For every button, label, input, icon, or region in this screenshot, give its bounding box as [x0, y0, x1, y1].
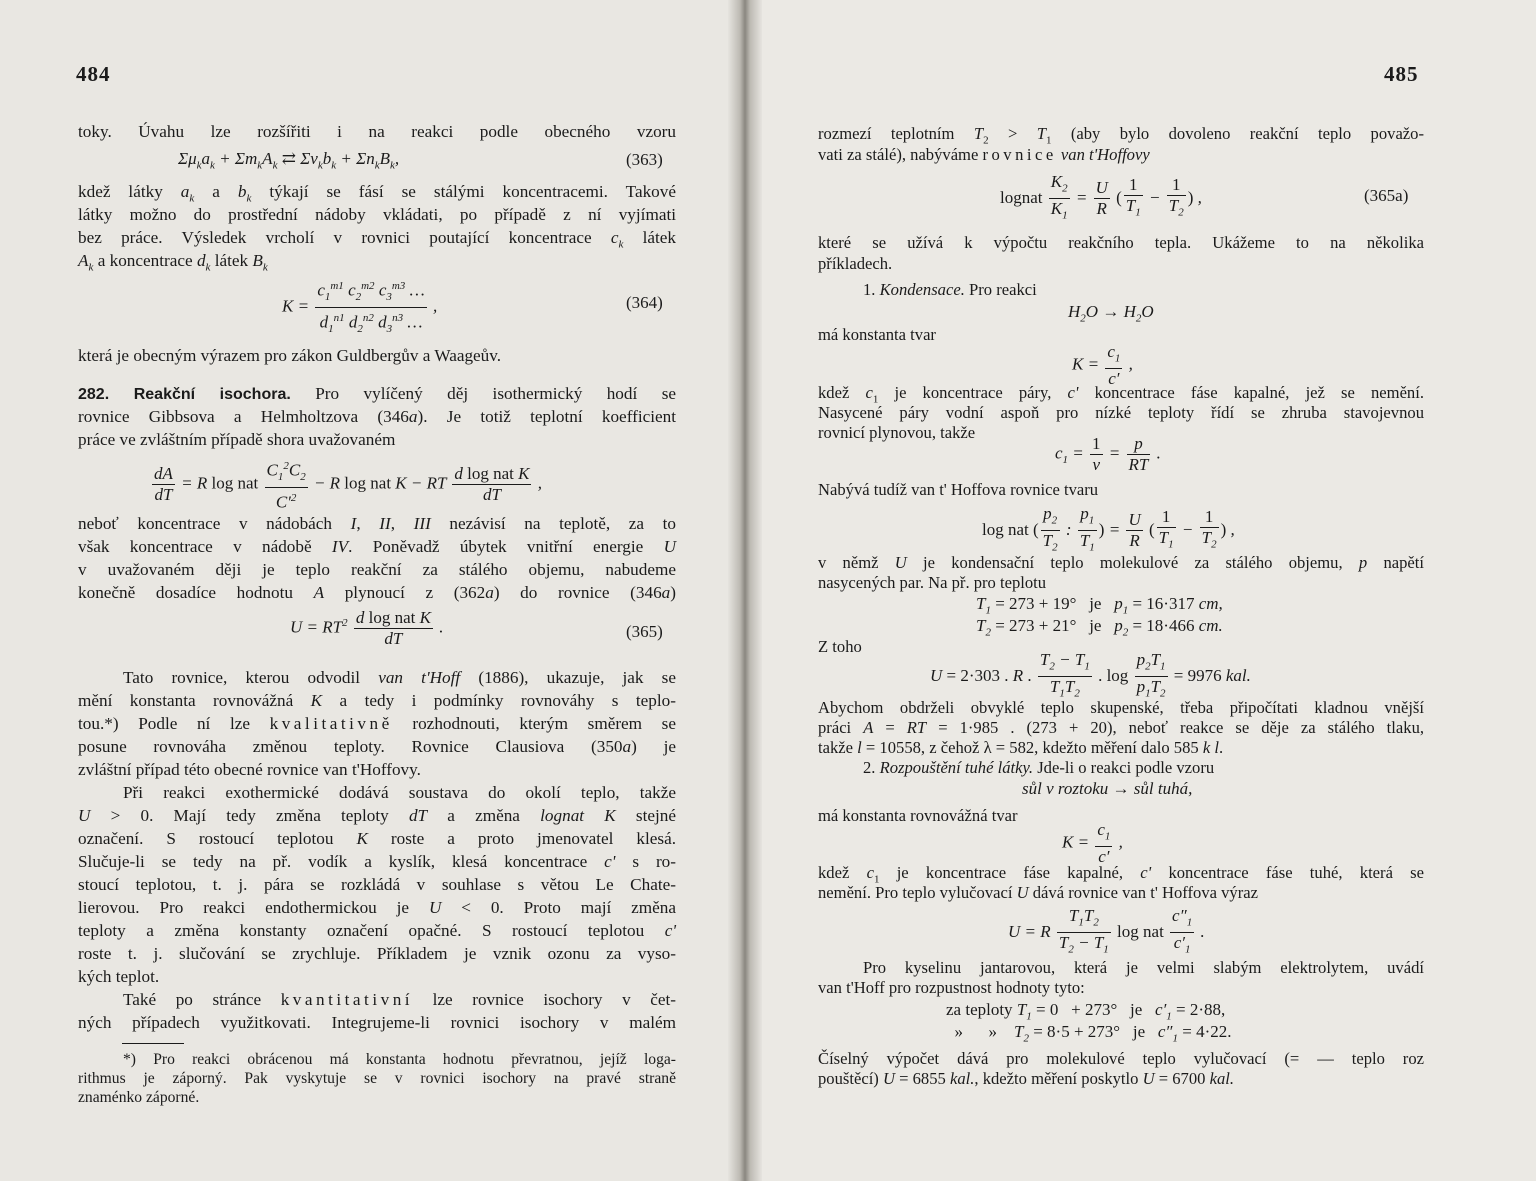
text-line: které se užívá k výpočtu reakčního tepla. Ukážeme to na několika: [818, 233, 1424, 252]
text-line: teploty a změna konstanty označení opačné. S rostoucí teplotou c': [78, 921, 676, 940]
text-line: rozmezí teplotním $T_2 > T_1$ (aby bylo dovoleno reakční teplo považo-: [818, 124, 1424, 147]
footnote-rule: [122, 1043, 184, 1044]
text-line: konečně dosadíce hodnotu A plynoucí z (362a) do rovnice (346a): [78, 583, 676, 602]
text-line: Při reakci exothermické dodává soustava do okolí teplo, takže: [123, 783, 676, 802]
book-gutter: [728, 0, 762, 1181]
left-page-number: 484: [76, 62, 111, 86]
text-line: Číselný výpočet dává pro molekulové teplo vylučovací (= — teplo roz: [818, 1049, 1424, 1068]
equation-u-condensation: U = 2·303 . R . $\frac{T_2 - T_1}{T_1T_2}$ . log $\frac{p_2T_1}{p_1T_2}$ = 9976 kal.: [930, 650, 1251, 704]
equation-t2: $T_2 = 273 + 21^\circ$ je $p_2 = 18\cdot 466$ cm.: [976, 616, 1223, 639]
text-line: kdež látky $a_k$ a $b_k$ týkají se fásí se stálými koncentracemi. Takové: [78, 182, 676, 205]
text-line: Tato rovnice, kterou odvodil van t'Hoff (1886), ukazuje, jak se: [123, 668, 676, 687]
text-line: Abychom obdrželi obvyklé teplo skupenské, třeba připočítati kladnou vnější: [818, 698, 1424, 717]
equation-condensation: $H_2O \to H_2O$: [1068, 302, 1154, 325]
text-line: roste t. j. slučování se zrychluje. Příkladem je vznik ozonu za vyso-: [78, 944, 676, 963]
text-line: kdež $c_1$ je koncentrace fáse kapalné, c' koncentrace fáse tuhé, která se: [818, 863, 1425, 886]
text-line: van t'Hoff pro rozpustnost hodnoty tyto:: [818, 978, 1085, 997]
text-line: kdež $c_1$ je koncentrace páry, c' koncentrace fáse kapalné, jež se nemění.: [818, 383, 1424, 406]
text-line: tou.*) Podle ní lze kvalitativně rozhodnouti, kterým směrem se: [78, 714, 676, 733]
text-line: Nasycené páry vodní aspoň pro nízké teploty řídí se zhruba stavojevnou: [818, 403, 1424, 422]
text-line: posune rovnováha změnou teploty. Rovnice Clausiova (350a) je: [78, 737, 676, 756]
text-line: Nabývá tudíž van t' Hoffova rovnice tvaru: [818, 480, 1099, 499]
text-line: označení. S rostoucí teplotou K roste a proto jmenovatel klesá.: [78, 829, 676, 848]
text-line: zvláštní případ této obecné rovnice van t'Hoffovy.: [78, 760, 421, 779]
equation-temp-1: za teploty $T_1 = 0 + 273^\circ$ je $c'_1 = 2\cdot 88$,: [946, 1000, 1226, 1023]
text-line: rovnicí plynovou, takže: [818, 423, 976, 442]
text-line: má konstanta rovnovážná tvar: [818, 806, 1018, 825]
text-line: příkladech.: [818, 254, 893, 273]
equation-isochora-work: $\frac{dA}{dT}$ = R log nat $\frac{C_1^2C_2}{C'^2}$ − R log nat K − RT $\frac{\text{d log nat K}}{dT}$ ,: [154, 460, 542, 512]
equation-k-dissolution: K = $\frac{c_1}{c'}$ ,: [1062, 820, 1123, 867]
footnote-line: *) Pro reakci obrácenou má konstanta hodnotu převratnou, jejíž loga-: [123, 1051, 676, 1068]
equation-365a: lognat $\frac{K_2}{K_1}$ = $\frac{U}{R}$ ( $\frac{1}{T_1}$ − $\frac{1}{T_2}$ ) ,: [1000, 172, 1202, 226]
text-line: takže l = 10558, z čehož λ = 582, kdežto měření dalo 585 k l.: [818, 738, 1224, 757]
equation-number: (365a): [1364, 186, 1409, 205]
equation-c1: $c_1$ = $\frac{1}{v}$ = $\frac{p}{RT}$ .: [1055, 434, 1161, 474]
text-line: 1. Kondensace. Pro reakci: [863, 280, 1037, 299]
text-line: práce ve zvláštním případě shora uvažovaném: [78, 430, 396, 449]
text-line: v němž U je kondensační teplo molekulové za stálého objemu, p napětí: [818, 553, 1424, 572]
equation-365: $U = RT^2$ $\frac{\text{d log nat K}}{dT}$ .: [290, 608, 444, 648]
text-line: která je obecným výrazem pro zákon Guldbergův a Waageův.: [78, 346, 502, 365]
equation-dissolution: sůl v roztoku → sůl tuhá,: [1022, 779, 1193, 798]
text-line: Slučuje-li se tedy na př. vodík a kyslík, klesá koncentrace c' s ro-: [78, 852, 676, 871]
equation-number: (365): [626, 622, 663, 641]
text-line: Také po stránce kvantitativní lze rovnice isochory v čet-: [123, 990, 676, 1009]
text-line: však koncentrace v nádobě IV. Poněvadž úbytek vnitřní energie U: [78, 537, 676, 556]
equation-number: (364): [626, 293, 663, 312]
equation-t1: $T_1 = 273 + 19^\circ$ je $p_1 = 16\cdot 317$ cm,: [976, 594, 1223, 617]
text-line: Pro kyselinu jantarovou, která je velmi slabým elektrolytem, uvádí: [863, 958, 1424, 977]
equation-k-condensation: K = $\frac{c_1}{c'}$ ,: [1072, 342, 1133, 389]
equation-temp-2: » » $T_2 = 8\cdot 5 + 273^\circ$ je $c''_1 = 4\cdot 22$.: [946, 1022, 1232, 1045]
text-line: U > 0. Mají tedy změna teploty dT a změna lognat K stejné: [78, 806, 676, 825]
text-line: Z toho: [818, 637, 862, 656]
text-line: 2. Rozpouštění tuhé látky. Jde-li o reakci podle vzoru: [863, 758, 1215, 777]
equation-u-dissolution: U = R $\frac{T_1T_2}{T_2 - T_1}$ log nat $\frac{c''_1}{c'_1}$ .: [1008, 906, 1205, 960]
text-line: toky. Úvahu lze rozšířiti i na reakci podle obecného vzoru: [78, 122, 676, 141]
text-line: rovnice Gibbsova a Helmholtzova (346a). Je totiž teplotní koefficient: [78, 407, 677, 426]
text-line: ných případech využitkovati. Integrujeme-li rovnici isochory v malém: [78, 1013, 676, 1032]
text-line: neboť koncentrace v nádobách I, II, III nezávisí na teplotě, za to: [78, 514, 677, 533]
footnote-line: rithmus je záporný. Pak vyskytuje se v rovnici isochory na pravé straně: [78, 1070, 676, 1087]
equation-364: K = $\frac{c_1^{m1} c_2^{m2} c_3^{m3} \dots}{d_1^{n1} d_2^{n2} d_3^{n3} \dots}$ ,: [282, 276, 437, 339]
equation-363: $\Sigma\mu_ka_k + \Sigma m_kA_k$ ⇄ $\Sigma\nu_kb_k + \Sigma n_kB_k$,: [178, 149, 400, 172]
text-line: práci A = RT = 1·985 . (273 + 20), neboť reakce se děje za stálého tlaku,: [818, 718, 1425, 737]
footnote-line: znaménko záporné.: [78, 1089, 200, 1106]
equation-number: (363): [626, 150, 663, 169]
text-line: $A_k$ a koncentrace $d_k$ látek $B_k$: [78, 251, 268, 274]
text-line: bez práce. Výsledek vrcholí v rovnici poutající koncentrace $c_k$ látek: [78, 228, 676, 251]
text-line: lierovou. Pro reakci endothermickou je U < 0. Proto mají změna: [78, 898, 676, 917]
section-heading-282: 282. Reakční isochora. Pro vylíčený děj isothermický hodí se: [78, 384, 677, 403]
text-line: vati za stálé), nabýváme rovnice van t'Hoffovy: [818, 145, 1150, 164]
equation-vant-hoff-pressure: log nat ( $\frac{p_2}{T_2}$ : $\frac{p_1}{T_1}$ ) = $\frac{U}{R}$ ( $\frac{1}{T_1}$ − $\frac{1}{T_2}$ ) ,: [982, 504, 1235, 558]
text-line: kých teplot.: [78, 967, 160, 986]
right-page-number: 485: [1384, 62, 1419, 86]
text-line: mění konstanta rovnovážná K a tedy i podmínky rovnováhy s teplo-: [78, 691, 676, 710]
text-line: stoucí teplotou, t. j. pára se rozkládá v souhlase s větou Le Chate-: [78, 875, 676, 894]
text-line: pouštěcí) U = 6855 kal., kdežto měření poskytlo U = 6700 kal.: [818, 1069, 1235, 1088]
text-line: má konstanta tvar: [818, 325, 936, 344]
text-line: nasycených par. Na př. pro teplotu: [818, 573, 1047, 592]
text-line: látky možno do prostřední nádoby vkládati, po případě z ní vyjímati: [78, 205, 676, 224]
text-line: v uvažovaném ději je teplo reakční za stálého objemu, nabudeme: [78, 560, 676, 579]
text-line: nemění. Pro teplo vylučovací U dává rovnice van t' Hoffova výraz: [818, 883, 1258, 902]
